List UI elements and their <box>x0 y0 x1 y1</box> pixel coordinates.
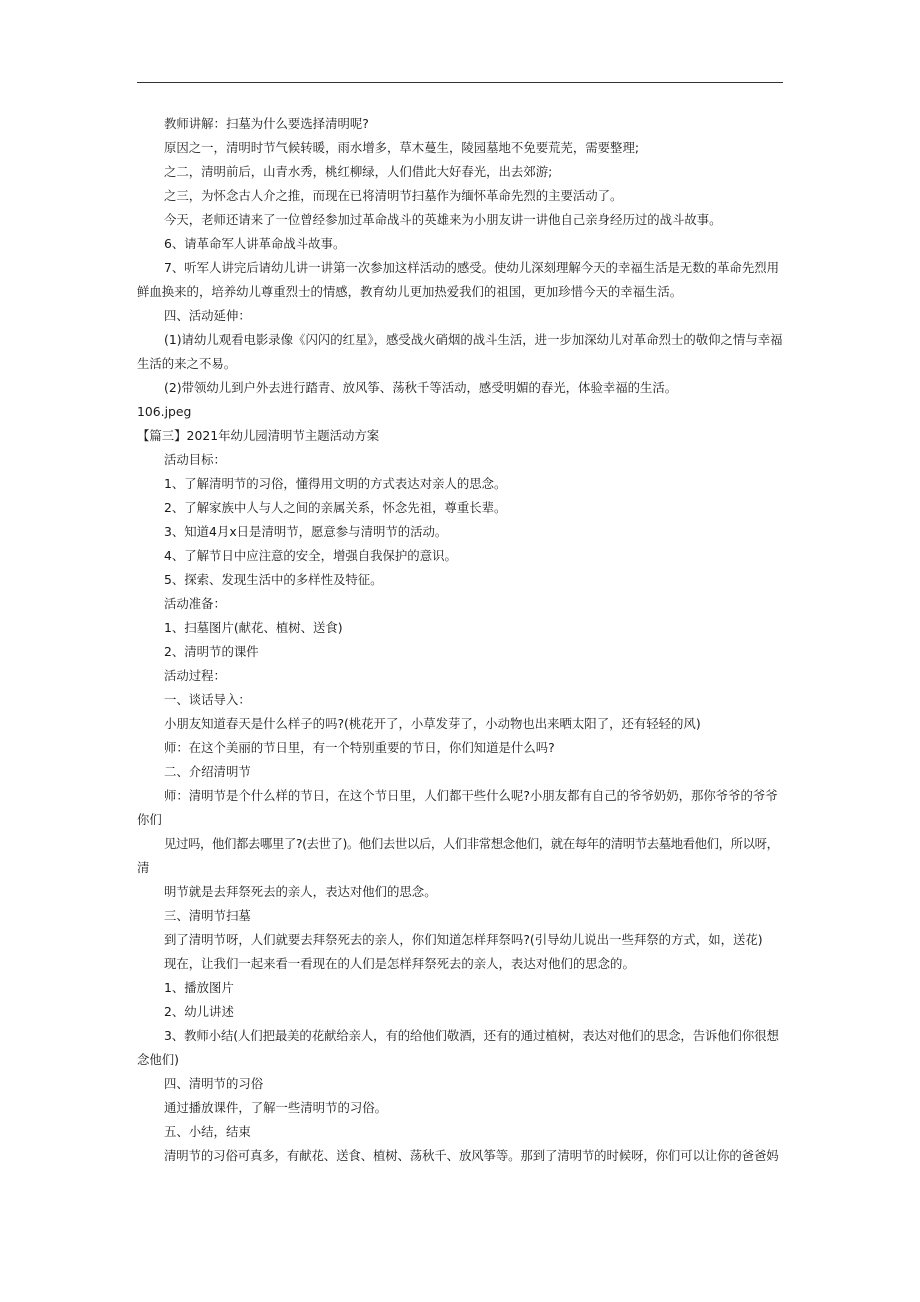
paragraph-line: 3、知道4月x日是清明节，愿意参与清明节的活动。 <box>164 524 448 539</box>
paragraph-line: 教师讲解：扫墓为什么要选择清明呢? <box>164 116 369 131</box>
paragraph-line: 明节就是去拜祭死去的亲人，表达对他们的思念。 <box>164 884 437 899</box>
image-filename: 106.jpeg <box>137 404 192 419</box>
paragraph-line: 活动过程： <box>164 668 226 683</box>
paragraph-line: 1、了解清明节的习俗，懂得用文明的方式表达对亲人的思念。 <box>164 476 507 491</box>
paragraph-line: 到了清明节呀，人们就要去拜祭死去的亲人，你们知道怎样拜祭吗?(引导幼儿说出一些拜祭的方式，如，送花) <box>164 932 763 947</box>
paragraph-line: 五、小结，结束 <box>164 1124 251 1139</box>
paragraph-line: 师：清明节是个什么样的节日，在这个节日里，人们都干些什么呢?小朋友都有自己的爷爷奶奶，那你爷爷的爷爷 <box>164 788 778 803</box>
paragraph-line: 鲜血换来的，培养幼儿尊重烈士的情感，教育幼儿更加热爱我们的祖国，更加珍惜今天的幸福生活。 <box>137 284 683 299</box>
paragraph-line: 清明节的习俗可真多，有献花、送食、植树、荡秋千、放风筝等。那到了清明节的时候呀，你们可以让你的爸爸妈 <box>164 1148 779 1163</box>
paragraph-line: 现在，让我们一起来看一看现在的人们是怎样拜祭死去的亲人，表达对他们的思念的。 <box>164 956 635 971</box>
paragraph-line: 活动准备： <box>164 596 226 611</box>
paragraph-line: 念他们) <box>137 1052 180 1067</box>
paragraph-line: 见过吗，他们都去哪里了?(去世了)。他们去世以后，人们非常想念他们，就在每年的清明节去墓地看他们，所以呀， <box>164 836 779 851</box>
paragraph-line: 二、介绍清明节 <box>164 764 251 779</box>
paragraph-line: 4、了解节日中应注意的安全，增强自我保护的意识。 <box>164 548 457 563</box>
paragraph-line: 3、教师小结(人们把最美的花献给亲人，有的给他们敬酒，还有的通过植树，表达对他们的思念，告诉他们你很想 <box>164 1028 779 1043</box>
paragraph-line: 生活的来之不易。 <box>137 356 237 371</box>
document-body <box>137 112 783 1168</box>
paragraph-line: 四、活动延伸： <box>164 308 251 323</box>
paragraph-line: 今天，老师还请来了一位曾经参加过革命战斗的英雄来为小朋友讲一讲他自己亲身经历过的战斗故事。 <box>164 212 722 227</box>
paragraph-line: 原因之一，清明时节气候转暖，雨水增多，草木蔓生，陵园墓地不免要荒芜，需要整理; <box>164 140 640 155</box>
paragraph-line: 之三，为怀念古人介之推，而现在已将清明节扫墓作为缅怀革命先烈的主要活动了。 <box>164 188 623 203</box>
paragraph-line: 通过播放课件，了解一些清明节的习俗。 <box>164 1100 388 1115</box>
paragraph-line: 7、听军人讲完后请幼儿讲一讲第一次参加这样活动的感受。使幼儿深刻理解今天的幸福生活是无数的革命先烈用 <box>164 260 780 275</box>
paragraph-line: 2、清明节的课件 <box>164 644 259 659</box>
header-rule <box>137 82 783 83</box>
paragraph-line: 之二，清明前后，山青水秀，桃红柳绿，人们借此大好春光，出去郊游; <box>164 164 553 179</box>
paragraph-line: 2、了解家族中人与人之间的亲属关系，怀念先祖，尊重长辈。 <box>164 500 507 515</box>
paragraph-line: 1、播放图片 <box>164 980 234 995</box>
paragraph-line: 四、清明节的习俗 <box>164 1076 264 1091</box>
section-title: 【篇三】2021年幼儿园清明节主题活动方案 <box>137 428 380 443</box>
paragraph-line: 清 <box>137 860 150 875</box>
paragraph-line: 一、谈话导入： <box>164 692 251 707</box>
paragraph-line: 你们 <box>137 812 162 827</box>
paragraph-line: (2)带领幼儿到户外去进行踏青、放风筝、荡秋千等活动，感受明媚的春光，体验幸福的生活。 <box>164 380 678 395</box>
paragraph-line: 三、清明节扫墓 <box>164 908 251 923</box>
paragraph-line: 活动目标： <box>164 452 226 467</box>
paragraph-line: 师：在这个美丽的节日里，有一个特别重要的节日，你们知道是什么吗? <box>164 740 555 755</box>
paragraph-line: 小朋友知道春天是什么样子的吗?(桃花开了，小草发芽了，小动物也出来晒太阳了，还有轻轻的风) <box>164 716 701 731</box>
paragraph-line: 5、探索、发现生活中的多样性及特征。 <box>164 572 383 587</box>
paragraph-line: 2、幼儿讲述 <box>164 1004 234 1019</box>
paragraph-line: 1、扫墓图片(献花、植树、送食) <box>164 620 343 635</box>
paragraph-line: 6、请革命军人讲革命战斗故事。 <box>164 236 346 251</box>
paragraph-line: (1)请幼儿观看电影录像《闪闪的红星》，感受战火硝烟的战斗生活，进一步加深幼儿对革命烈士的敬仰之情与幸福 <box>164 332 783 347</box>
